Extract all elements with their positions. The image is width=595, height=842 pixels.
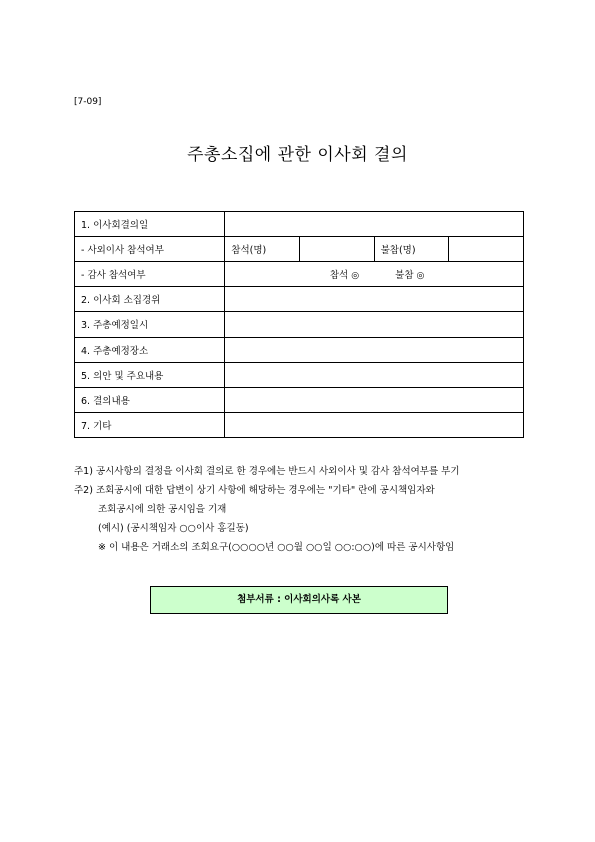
label-board-resolution-date: 1. 이사회결의일 bbox=[75, 212, 225, 237]
table-row bbox=[75, 237, 524, 262]
resolution-table bbox=[74, 211, 524, 438]
label-other: 7. 기타 bbox=[75, 412, 225, 437]
label-resolution-content: 6. 결의내용 bbox=[75, 387, 225, 412]
value-meeting-datetime[interactable] bbox=[225, 312, 524, 337]
table-row bbox=[75, 212, 524, 237]
label-agenda: 5. 의안 및 주요내용 bbox=[75, 362, 225, 387]
absent-circle-icon[interactable]: ◎ bbox=[416, 271, 425, 282]
value-convocation-background[interactable] bbox=[225, 287, 524, 312]
table-row bbox=[75, 337, 524, 362]
value-board-resolution-date[interactable] bbox=[225, 212, 524, 237]
table-row bbox=[75, 387, 524, 412]
absent-option-label: 불참 bbox=[395, 270, 414, 282]
document-title: 주총소집에 관한 이사회 결의 bbox=[187, 145, 408, 165]
note-example: (예시) (공시책임자 ○○이사 홍길동) bbox=[98, 523, 249, 534]
value-agenda[interactable] bbox=[225, 362, 524, 387]
note-2-continued: 조회공시에 의한 공시임을 기재 bbox=[98, 504, 227, 515]
note-1: 주1) 공시사항의 결정을 이사회 결의로 한 경우에는 반드시 사외이사 및 감사 참석여부를 부기 bbox=[74, 466, 460, 477]
label-outside-director-attendance: - 사외이사 참석여부 bbox=[75, 237, 225, 262]
value-resolution-content[interactable] bbox=[225, 387, 524, 412]
label-absent-count: 불참(명) bbox=[374, 237, 449, 262]
table-row bbox=[75, 412, 524, 437]
label-meeting-place: 4. 주총예정장소 bbox=[75, 337, 225, 362]
auditor-attendance-options bbox=[225, 262, 524, 287]
table-row bbox=[75, 312, 524, 337]
note-inquiry: ※ 이 내용은 거래소의 조회요구(○○○○년 ○○월 ○○일 ○○:○○)에 따른 공시사항임 bbox=[98, 542, 455, 553]
form-code: [7-09] bbox=[74, 97, 102, 107]
note-2: 주2) 조회공시에 대한 답변이 상기 사항에 해당하는 경우에는 "기타" 란에 공시책임자와 bbox=[74, 485, 435, 496]
attend-circle-icon[interactable]: ◎ bbox=[351, 271, 360, 282]
label-attend-count: 참석(명) bbox=[225, 237, 300, 262]
table-row bbox=[75, 362, 524, 387]
attachment-box: 첨부서류 : 이사회의사록 사본 bbox=[150, 586, 448, 614]
table-row bbox=[75, 287, 524, 312]
notes-section bbox=[74, 462, 534, 557]
value-attend-count[interactable] bbox=[299, 237, 374, 262]
value-other[interactable] bbox=[225, 412, 524, 437]
label-meeting-datetime: 3. 주총예정일시 bbox=[75, 312, 225, 337]
value-meeting-place[interactable] bbox=[225, 337, 524, 362]
table-row bbox=[75, 262, 524, 287]
label-auditor-attendance: - 감사 참석여부 bbox=[75, 262, 225, 287]
attend-option-label: 참석 bbox=[329, 270, 349, 282]
value-absent-count[interactable] bbox=[449, 237, 524, 262]
label-convocation-background: 2. 이사회 소집경위 bbox=[75, 287, 225, 312]
